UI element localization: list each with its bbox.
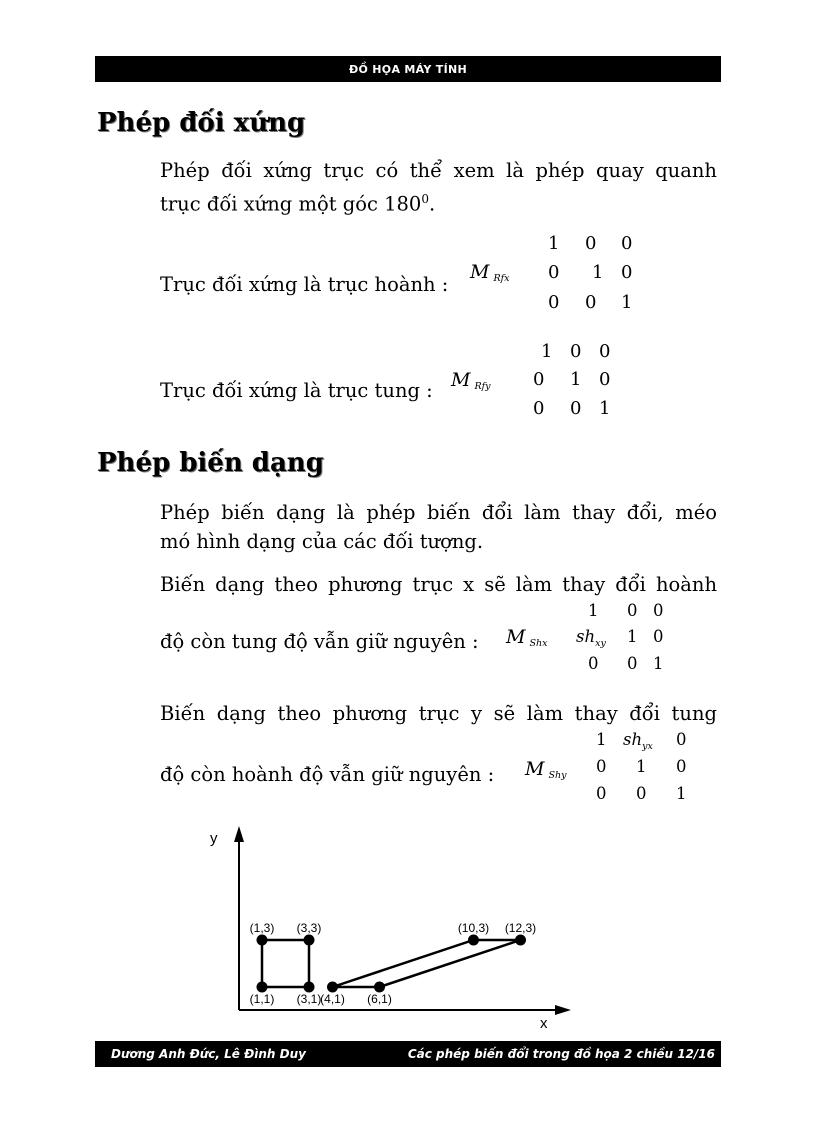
square-point-label: (1,3): [249, 921, 275, 935]
reflection-intro-line2: [160, 185, 435, 219]
sheared-point: [374, 982, 385, 993]
matrix-cell: 0: [585, 292, 597, 313]
matrix-cell: 1: [636, 757, 647, 776]
matrix-letter: M: [506, 626, 526, 648]
matrix-cell: 0: [599, 341, 611, 362]
matrix-cell: 0: [627, 601, 638, 620]
matrix-cell: 0: [653, 601, 664, 620]
matrix-cell: 1: [592, 262, 604, 283]
section-title-reflection: Phép đối xứng: [97, 108, 306, 138]
matrix-cell: 0: [596, 784, 607, 803]
sh-base: sh: [623, 730, 643, 749]
matrix-cell: 0: [585, 233, 597, 254]
matrix-cell: 0: [653, 627, 664, 646]
shear-x-line1: Biến dạng theo phương trục x sẽ làm thay đổi hoành: [160, 573, 717, 596]
matrix-cell: 1: [599, 398, 611, 419]
header-title: ĐỒ HỌA MÁY TÍNH: [348, 63, 467, 76]
intro-line2-suffix: .: [428, 192, 436, 216]
original-square: [262, 940, 309, 987]
sheared-point: [468, 935, 479, 946]
sheared-point: [327, 982, 338, 993]
section-title-shear: Phép biến dạng: [97, 448, 324, 478]
matrix-cell: 1: [627, 627, 638, 646]
shear-intro-line2: mó hình dạng của các đối tượng.: [160, 530, 484, 553]
y-axis-label: y: [210, 830, 218, 847]
matrix-subscript: Rfx: [493, 273, 510, 284]
square-point: [257, 982, 268, 993]
matrix-letter: M: [470, 261, 490, 283]
header-bar: [95, 56, 721, 82]
matrix-cell: 1: [541, 341, 553, 362]
matrix-symbol-rfy: [451, 369, 491, 392]
sheared-point-label: (4,1): [320, 992, 345, 1006]
sh-subscript: yx: [642, 741, 653, 752]
matrix-subscript: Shx: [529, 638, 548, 649]
matrix-cell-sh: [576, 627, 606, 649]
matrix-cell: 0: [596, 757, 607, 776]
square-point-label: (1,1): [249, 992, 275, 1006]
sheared-point: [515, 935, 526, 946]
square-point-label: (3,1): [296, 992, 322, 1006]
footer-authors: Dương Anh Đức, Lê Đình Duy: [111, 1047, 306, 1061]
matrix-symbol-shx: [506, 626, 547, 649]
matrix-subscript: Shy: [548, 770, 567, 781]
matrix-cell: 1: [588, 601, 599, 620]
square-point-label: (3,3): [296, 921, 322, 935]
matrix-cell: 0: [533, 398, 545, 419]
square-point: [257, 935, 268, 946]
matrix-cell: 0: [588, 654, 599, 673]
sheared-point-label: (12,3): [504, 921, 537, 935]
matrix-cell: 0: [676, 757, 687, 776]
matrix-cell: 0: [548, 292, 560, 313]
matrix-symbol-rfx: [470, 261, 510, 284]
reflection-intro-line1: Phép đối xứng trục có thể xem là phép quay quanh: [160, 159, 717, 182]
matrix-cell: 0: [636, 784, 647, 803]
matrix-cell: 1: [596, 730, 607, 749]
square-point: [304, 982, 315, 993]
x-axis-label: x: [540, 1015, 548, 1032]
x-axis-arrow-icon: [555, 1005, 571, 1015]
matrix-letter: M: [451, 369, 471, 391]
sheared-parallelogram: [333, 940, 521, 987]
degree-superscript: 0: [421, 192, 429, 206]
matrix-cell: 0: [570, 398, 582, 419]
matrix-symbol-shy: [525, 758, 566, 781]
matrix-cell: 1: [653, 654, 664, 673]
matrix-cell: 1: [548, 233, 560, 254]
matrix-cell: 0: [621, 262, 633, 283]
matrix-cell: 1: [621, 292, 633, 313]
reflection-x-label: Trục đối xứng là trục hoành :: [160, 273, 449, 296]
sh-subscript: xy: [595, 638, 606, 649]
shear-x-line2: độ còn tung độ vẫn giữ nguyên :: [160, 630, 479, 653]
sheared-point-label: (6,1): [367, 992, 392, 1006]
matrix-subscript: Rfy: [474, 381, 491, 392]
shear-y-line1: Biến dạng theo phương trục y sẽ làm thay đổi tung: [160, 702, 717, 725]
matrix-cell: 0: [548, 262, 560, 283]
y-axis-arrow-icon: [234, 826, 244, 842]
matrix-cell: 0: [570, 341, 582, 362]
matrix-letter: M: [525, 758, 545, 780]
square-point: [304, 935, 315, 946]
sh-base: sh: [576, 627, 596, 646]
matrix-cell: 0: [621, 233, 633, 254]
footer-chapter: Các phép biến đổi trong đồ họa 2 chiều 12/16: [407, 1047, 715, 1061]
reflection-y-label: Trục đối xứng là trục tung :: [160, 379, 433, 402]
intro-line2-text: trục đối xứng một góc 180: [160, 192, 422, 216]
matrix-cell: 0: [676, 730, 687, 749]
matrix-cell: 1: [676, 784, 687, 803]
matrix-cell: 1: [570, 369, 582, 390]
shear-y-line2: độ còn hoành độ vẫn giữ nguyên :: [160, 763, 495, 786]
matrix-cell: 0: [627, 654, 638, 673]
matrix-cell-sh: [623, 730, 653, 752]
footer-bar: [95, 1041, 721, 1067]
matrix-cell: 0: [533, 369, 545, 390]
shear-intro-line1: Phép biến dạng là phép biến đổi làm thay đổi, méo: [160, 501, 717, 524]
matrix-cell: 0: [599, 369, 611, 390]
sheared-point-label: (10,3): [457, 921, 490, 935]
